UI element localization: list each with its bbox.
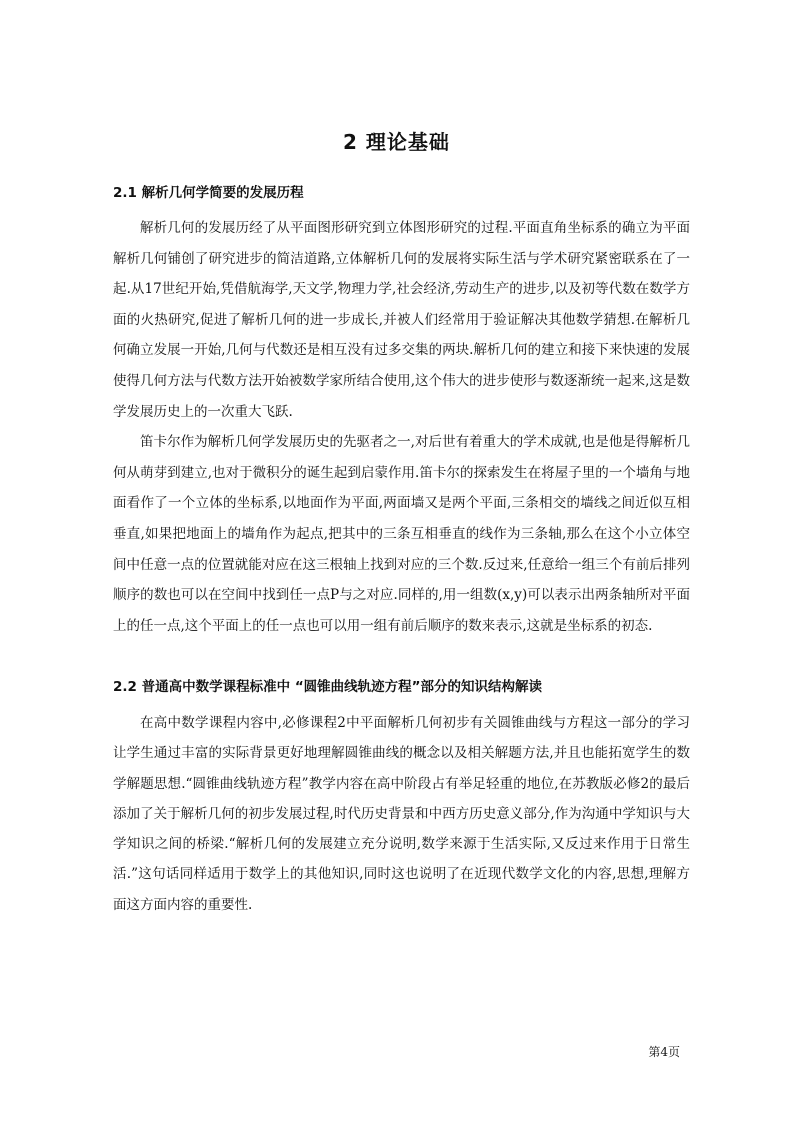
paragraph: 在高中数学课程内容中,必修课程2中平面解析几何初步有关圆锥曲线与方程这一部分的学习让学生通过丰富的实际背景更好地理解圆锥曲线的概念以及相关解题方法,并且也能拓宽学生的数学解题思想.“圆锥曲线轨迹方程”教学内容在高中阶段占有举足轻重的地位,在苏教版必修2的最后添加了关于解析几何的初步发展过程,时代历史背景和中西方历史意义部分,作为沟通中学知识与大学知识之间的桥梁.“解析几何的发展建立充分说明,数学来源于生活实际,又反过来作用于日常生活.”这句话同样适用于数学上的其他知识,同时这也说明了在近现代数学文化的内容,思想,理解方面这方面内容的重要性. (113, 715, 690, 913)
section-body-2-1 (113, 213, 690, 641)
section-heading-2-2: 2.2 普通高中数学课程标准中 “圆锥曲线轨迹方程”部分的知识结构解读 (113, 679, 543, 695)
paragraph: 笛卡尔作为解析几何学发展历史的先驱者之一,对后世有着重大的学术成就,也是他是得解析几何从萌芽到建立,也对于微积分的诞生起到启蒙作用.笛卡尔的探索发生在将屋子里的一个墙角与地面看作了一个立体的坐标系,以地面作为平面,两面墙又是两个平面,三条相交的墙线之间近似互相垂直,如果把地面上的墙角作为起点,把其中的三条互相垂直的线作为三条轴,那么在这个小立体空间中任意一点的位置就能对应在这三根轴上找到对应的三个数.反过来,任意给一组三个有前后排列顺序的数也可以在空间中找到任一点P与之对应.同样的,用一组数(x,y)可以表示出两条轴所对平面上的任一点,这个平面上的任一点也可以用一组有前后顺序的数来表示,这就是坐标系的初态. (113, 434, 690, 634)
page-number: 第4页 (648, 1045, 680, 1059)
section-heading-2-1: 2.1 解析几何学简要的发展历程 (113, 185, 304, 201)
chapter-title: 2 理论基础 (343, 130, 450, 154)
paragraph: 解析几何的发展历经了从平面图形研究到立体图形研究的过程.平面直角坐标系的确立为平面解析几何铺创了研究进步的简洁道路,立体解析几何的发展将实际生活与学术研究紧密联系在了一起.从17世纪开始,凭借航海学,天文学,物理力学,社会经济,劳动生产的进步,以及初等代数在数学方面的火热研究,促进了解析几何的进一步成长,并被人们经常用于验证解决其他数学猜想.在解析几何确立发展一开始,几何与代数还是相互没有过多交集的两块.解析几何的建立和接下来快速的发展使得几何方法与代数方法开始被数学家所结合使用,这个伟大的进步使形与数逐渐统一起来,这是数学发展历史上的一次重大飞跃. (113, 220, 690, 420)
section-body-2-2 (113, 708, 690, 920)
